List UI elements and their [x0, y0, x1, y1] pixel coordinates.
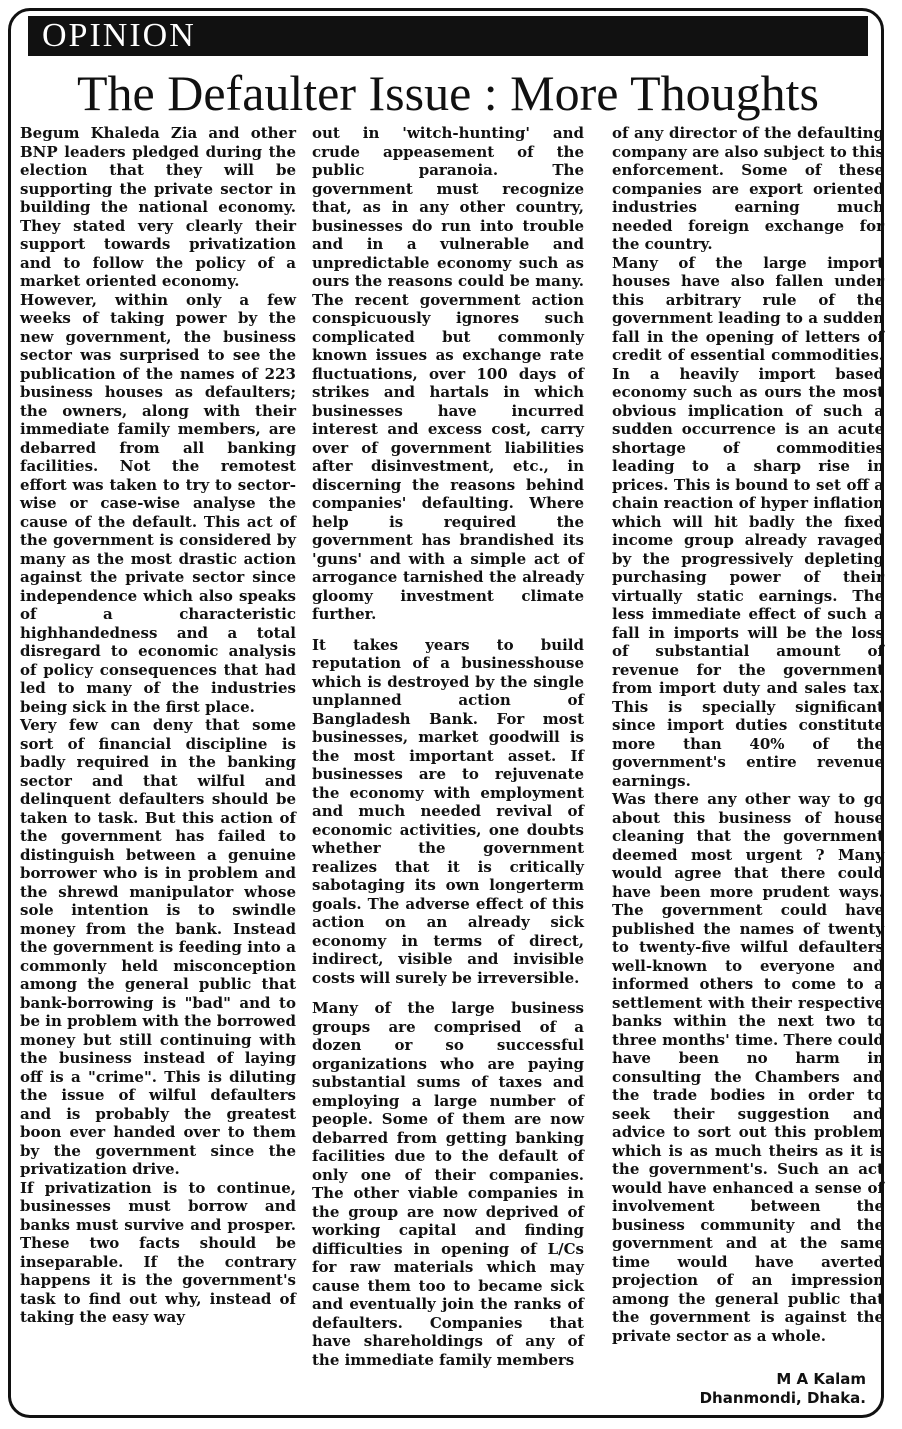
paragraph: It takes years to build reputation of a businesshouse which is destroyed by the single unplanned action of Bangladesh Bank. For most businesses, market goodwill is the most important asset. If businesses are to rejuvenate the economy with employment and much needed revival of economic activities, one doubts whether the government realizes that it is critically sabotaging its own longerterm goals. The adverse effect of this action on an already sick economy in terms of direct, indirect, visible and invisible costs will surely be irreversible. — [312, 635, 584, 987]
paragraph: of any director of the defaulting company are also subject to this enforcement. Some of these companies are export oriented industries earning much needed foreign exchange for the country. — [612, 124, 884, 253]
column-2 — [312, 124, 584, 1369]
paragraph: Very few can deny that some sort of financial discipline is badly required in the banking sector and that wilful and delinquent defaulters should be taken to task. But this action of the government has failed to distinguish between a genuine borrower who is in problem and the shrewd manipulator whose sole intention is to swindle money from the bank. Instead the government is feeding into a commonly held misconception among the general public that bank-borrowing is "bad" and to be in problem with the borrowed money but still continuing with the business instead of laying off is a "crime". This is diluting the issue of wilful defaulters and is probably the greatest boon ever handed over to them by the government since the privatization drive. — [20, 716, 296, 1178]
paragraph: Many of the large import houses have also fallen under this arbitrary rule of the government leading to a sudden fall in the opening of letters of credit of essential commodities. In a heavily import based economy such as ours the most obvious implication of such a sudden occurrence is an acute shortage of commodities leading to a sharp rise in prices. This is bound to set off a chain reaction of hyper inflation which will hit badly the fixed income group already ravaged by the progressively depleting purchasing power of their virtually static earnings. The less immediate effect of such a fall in imports will be the loss of substantial amount of revenue for the government from import duty and sales tax. This is specially significant since import duties constitute more than 40% of the government's entire revenue earnings. — [612, 253, 884, 790]
column-1 — [20, 124, 296, 1327]
headline: The Defaulter Issue : More Thoughts — [77, 65, 819, 121]
author-location: Dhanmondi, Dhaka. — [699, 1389, 866, 1407]
paragraph: If privatization is to continue, businesses must borrow and banks must survive and prosper. These two facts should be inseparable. If the contrary happens it is the government's task to find out why, instead of taking the easy way — [20, 1178, 296, 1326]
paragraph: Begum Khaleda Zia and other BNP leaders pledged during the election that they will be supporting the private sector in building the national economy. They stated very clearly their support towards privatization and to follow the policy of a market oriented economy. — [20, 124, 296, 290]
author-signature — [700, 1370, 866, 1408]
column-3 — [612, 124, 884, 1345]
paragraph: However, within only a few weeks of taking power by the new government, the business sector was surprised to see the publication of the names of 223 business houses as defaulters; the owners, along with their immediate family members, are debarred from all banking facilities. Not the remotest effort was taken to try to sector-wise or case-wise analyse the cause of the default. This act of the government is considered by many as the most drastic action against the private sector since independence which also speaks of a characteristic highhandedness and a total disregard to economic analysis of policy consequences that had led to many of the industries being sick in the first place. — [20, 290, 296, 716]
paragraph: Many of the large business groups are comprised of a dozen or so successful organizations who are paying substantial sums of taxes and employing a large number of people. Some of them are now debarred from getting banking facilities due to the default of only one of their companies. The other viable companies in the group are now deprived of working capital and finding difficulties in opening of L/Cs for raw materials which may cause them too to became sick and eventually join the ranks of defaulters. Companies that have shareholdings of any of the immediate family members — [312, 999, 584, 1369]
paragraph: Was there any other way to go about this business of house cleaning that the government deemed most urgent ? Many would agree that there could have been more prudent ways. The government could have published the names of twenty to twenty-five wilful defaulters well-known to everyone and informed others to come to a settlement with their respective banks within the next two to three months' time. There could have been no harm in consulting the Chambers and the trade bodies in order to seek their suggestion and advice to sort out this problem which is as much theirs as it is the government's. Such an act would have enhanced a sense of involvement between the business community and the government and at the same time would have averted projection of an impression among the general public that the government is against the private sector as a whole. — [612, 790, 884, 1345]
section-banner — [28, 16, 868, 56]
author-name: M A Kalam — [776, 1370, 866, 1388]
paragraph: out in 'witch-hunting' and crude appeasement of the public paranoia. The government must recognize that, as in any other country, businesses do run into trouble and in a vulnerable and unpredictable economy such as ours the reasons could be many. The recent government action conspicuously ignores such complicated but commonly known issues as exchange rate fluctuations, over 100 days of strikes and hartals in which businesses have incurred interest and excess cost, carry over of government liabilities after disinvestment, etc., in discerning the reasons behind companies' defaulting. Where help is required the government has brandished its 'guns' and with a simple act of arrogance tarnished the already gloomy investment climate further. — [312, 124, 584, 623]
section-label: OPINION — [42, 17, 196, 54]
